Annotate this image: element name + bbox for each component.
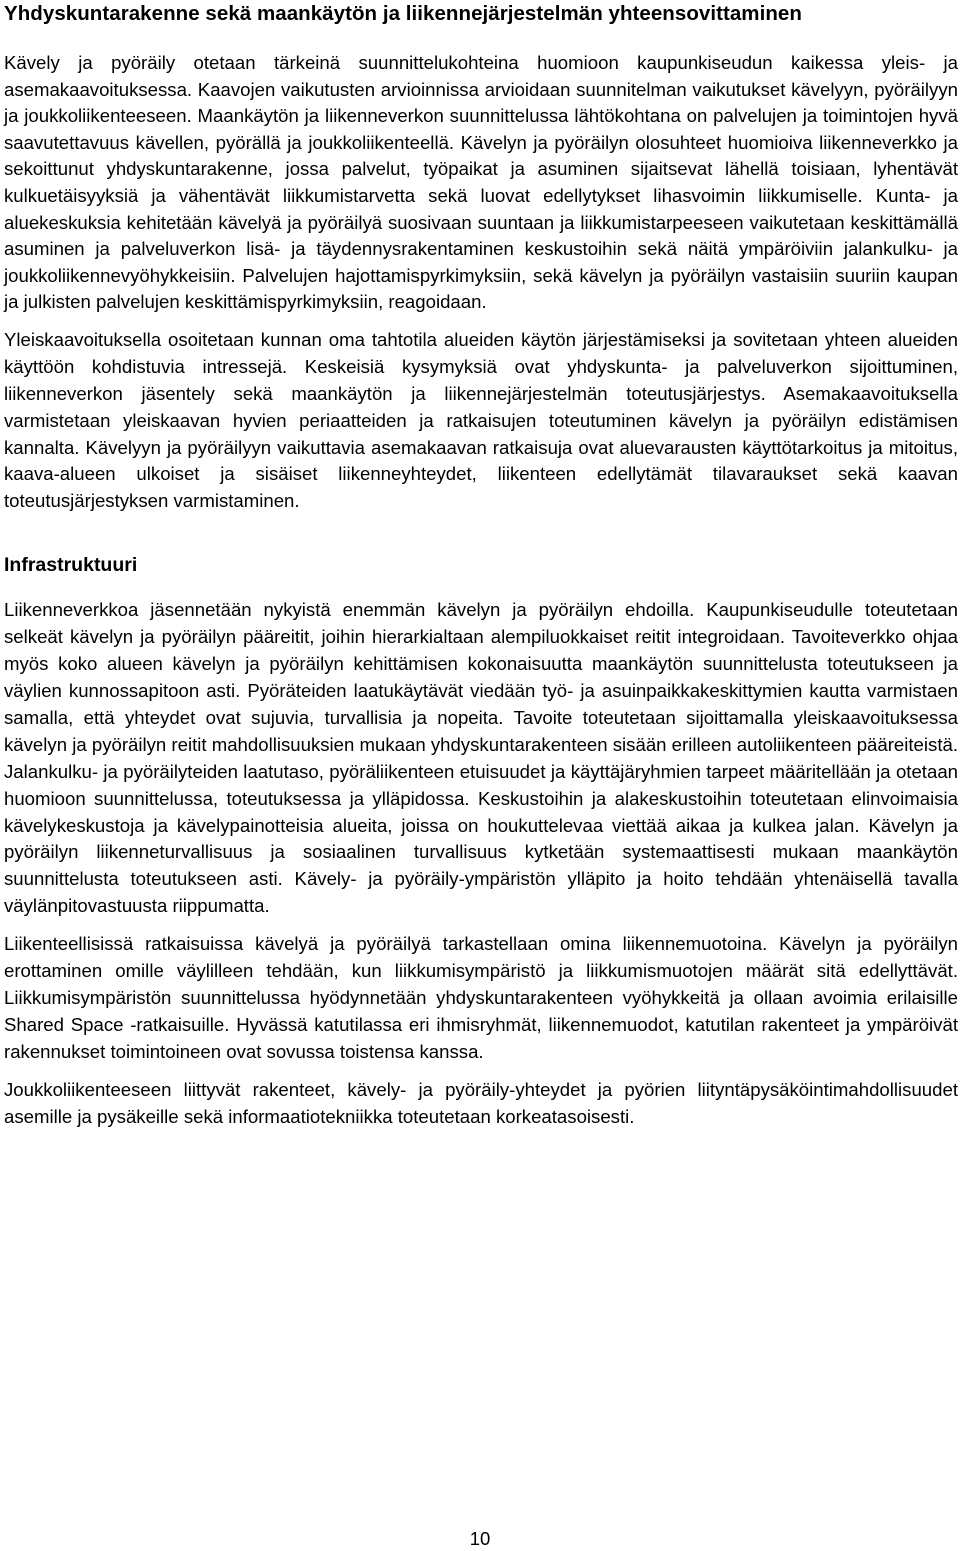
paragraph-section-2: Liikenteellisissä ratkaisuissa kävelyä ja pyöräilyä tarkastellaan omina liikennemuotoina. Kävelyn ja pyöräilyn erottaminen omille väylilleen tehdään, kun liikkumisympäristö ja liikkumismuotojen määrät sitä edellyttävät. Liikkumisympäristön suunnittelussa hyödynnetään yhdyskuntarakenteen vyöhykkeitä ja ollaan avoimia erilaisille Shared Space -ratkaisuille. Hyvässä katutilassa eri ihmisryhmät, liikennemuodot, katutilan rakenteet ja ympäröivät rakennukset toimintoineen ovat sovussa toistensa kanssa. [4, 933, 958, 1062]
paragraph-section-1: Liikenneverkkoa jäsennetään nykyistä enemmän kävelyn ja pyöräilyn ehdoilla. Kaupunkiseudulle toteutetaan selkeät kävelyn ja pyöräilyn pääreitit, joihin hierarkialtaan alempiluokkaiset reitit integroidaan. Tavoiteverkko ohjaa myös koko alueen kävelyn ja pyöräilyn kehittämisen kokonaisuutta maankäytön suunnittelusta toteutukseen ja väylien kunnossapitoon asti. Pyöräteiden laatukäytävät viedään työ- ja asuinpaikkakeskittymien kautta varmistaen samalla, että yhteydet ovat sujuvia, turvallisia ja nopeita. Tavoite toteutetaan sijoittamalla yleiskaavoituksessa kävelyn ja pyöräilyn reitit mahdollisuuksien mukaan yhdyskuntarakenteen sisään erilleen autoliikenteen pääreiteistä. Jalankulku- ja pyöräilyteiden laatutaso, pyöräliikenteen etuisuudet ja käyttäjäryhmien tarpeet määritellään ja otetaan huomioon suunnittelussa, toteutuksessa ja ylläpidossa. Keskustoihin ja alakeskustoihin toteutetaan elinvoimaisia kävelykeskustoja ja kävelypainotteisia alueita, joissa on houkuttelevaa viettää aikaa ja kulkea jalan. Kävelyn ja pyöräilyn liikenneturvallisuus ja sosiaalinen turvallisuus kytketään systemaattisesti mukaan maankäytön suunnittelusta toteutukseen asti. Kävely- ja pyöräily-ympäristön ylläpito ja hoito tehdään yhtenäisellä tavalla väylänpitovastuusta riippumatta. [4, 599, 958, 917]
page-number: 10 [469, 1528, 491, 1549]
paragraph-section-3: Joukkoliikenteeseen liittyvät rakenteet, kävely- ja pyöräily-yhteydet ja pyörien liityntäpysäköintimahdollisuudet asemille ja pysäkeille sekä informaatiotekniikka toteutetaan korkeatasoisesti. [4, 1078, 958, 1127]
section-heading: Infrastruktuuri [4, 554, 138, 577]
page-title: Yhdyskuntarakenne sekä maankäytön ja liikennejärjestelmän yhteensovittaminen [4, 2, 802, 25]
document-page [4, 0, 958, 1131]
paragraph-intro-2: Yleiskaavoituksella osoitetaan kunnan oma tahtotila alueiden käytön järjestämiseksi ja sovitetaan yhteen alueiden käyttöön kohdistuvia intressejä. Keskeisiä kysymyksiä ovat yhdyskunta- ja palveluverkon sijoittuminen, liikenneverkon jäsentely sekä maankäytön ja liikennejärjestelmän toteutusjärjestys. Asemakaavoituksella varmistetaan yleiskaavan hyvien periaatteiden ja ratkaisujen toteutuminen kävelyn ja pyöräilyn edistämisen kannalta. Kävelyyn ja pyöräilyyn vaikuttavia asemakaavan ratkaisuja ovat aluevarausten käyttötarkoitus ja mitoitus, kaava-alueen ulkoiset ja sisäiset liikenneyhteydet, liikenteen edellytämät tilavaraukset sekä kaavan toteutusjärjestyksen varmistaminen. [4, 328, 958, 512]
paragraph-intro-1: Kävely ja pyöräily otetaan tärkeinä suunnittelukohteina huomioon kaupunkiseudun kaikessa yleis- ja asemakaavoituksessa. Kaavojen vaikutusten arvioinnissa arvioidaan suunnitelman vaikutukset kävelyyn, pyöräilyyn ja joukkoliikenteeseen. Maankäytön ja liikenneverkon suunnittelussa lähtökohtana on palvelujen ja toimintojen hyvä saavutettavuus kävellen, pyörällä ja joukkoliikenteellä. Kävelyn ja pyöräilyn olosuhteet huomioiva liikenneverkko ja sekoittunut yhdyskuntarakenne, jossa palvelut, työpaikat ja asuminen sijaitsevat lähellä toisiaan, lyhentävät kulkuetäisyyksiä ja vähentävät liikkumistarvetta sekä luovat edellytykset lihasvoimin liikkumiselle. Kunta- ja aluekeskuksia kehitetään kävelyä ja pyöräilyä suosivaan suuntaan ja liikkumistarpeeseen vaikutetaan keskittämällä asuminen ja palveluverkon lisä- ja täydennysrakentaminen keskustoihin sekä näitä ympäröiviin jalankulku- ja joukkoliikennevyöhykkeisiin. Palvelujen hajottamispyrkimyksiin, sekä kävelyn ja pyöräilyn vastaisiin suuriin kaupan ja julkisten palvelujen keskittämispyrkimyksiin, reagoidaan. [4, 52, 958, 313]
